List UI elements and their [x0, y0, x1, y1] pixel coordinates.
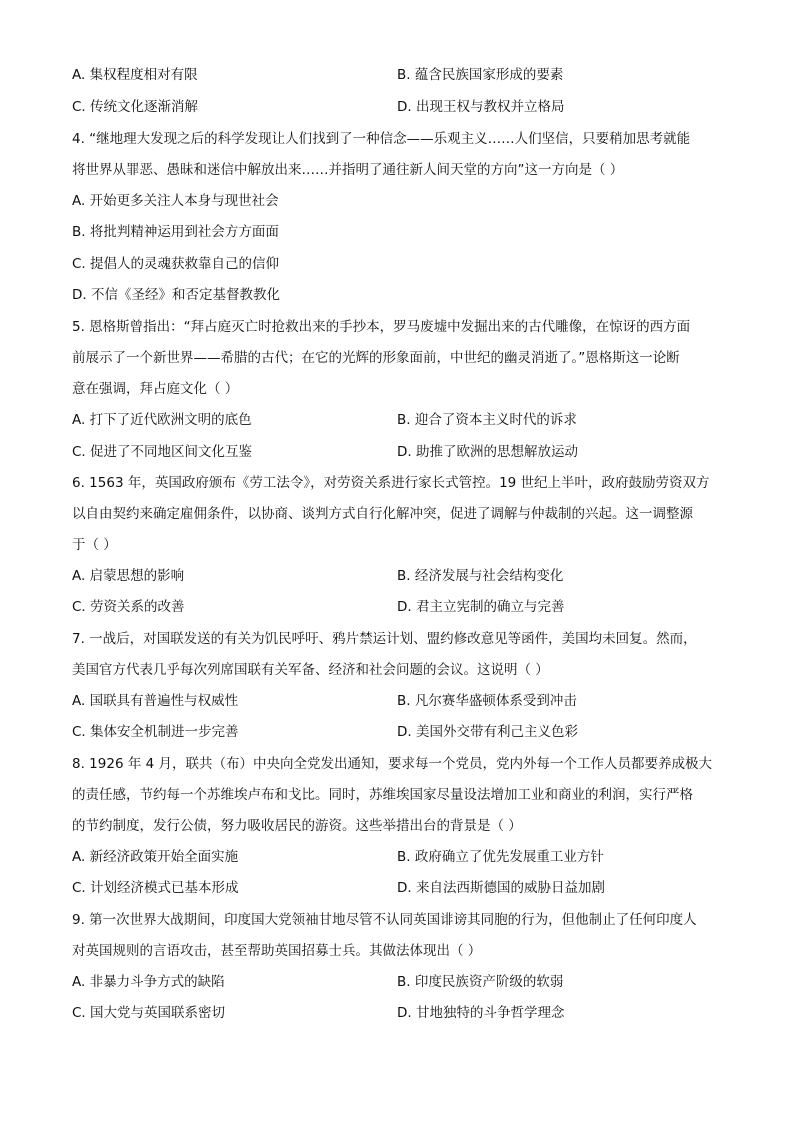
q9-option-d: D. 甘地独特的斗争哲学理念 [397, 1005, 565, 1021]
q4-option-c: C. 提倡人的灵魂获救靠自己的信仰 [72, 256, 280, 272]
q8-option-c: C. 计划经济模式已基本形成 [72, 880, 239, 896]
q9-option-b: B. 印度民族资产阶级的软弱 [397, 974, 564, 990]
q4-option-d: D. 不信《圣经》和否定基督教教化 [72, 287, 280, 303]
q9-stem-line-1: 9. 第一次世界大战期间，印度国大党领袖甘地尽管不认同英国诽谤其同胞的行为，但他制止了任何印度人 [72, 912, 697, 928]
q8-option-b: B. 政府确立了优先发展重工业方针 [397, 849, 604, 865]
q4-option-b: B. 将批判精神运用到社会方方面面 [72, 224, 279, 240]
q3-option-a: A. 集权程度相对有限 [72, 67, 198, 83]
q4-stem-line-1: 4. “继地理大发现之后的科学发现让人们找到了一种信念——乐观主义……人们坚信，只要稍加思考就能 [72, 131, 691, 147]
q9-option-c: C. 国大党与英国联系密切 [72, 1005, 226, 1021]
q7-option-b: B. 凡尔赛华盛顿体系受到冲击 [397, 693, 577, 709]
q6-stem-line-1: 6. 1563 年，英国政府颁布《劳工法令》，对劳资关系进行家长式管控。19 世纪上半叶，政府鼓励劳资双方 [72, 475, 710, 491]
q9-stem-line-2: 对英国规则的言语攻击，甚至帮助英国招募士兵。其做法体现出（ ） [72, 943, 482, 959]
q6-option-b: B. 经济发展与社会结构变化 [397, 568, 564, 584]
q8-option-a: A. 新经济政策开始全面实施 [72, 849, 239, 865]
q8-stem-line-2: 的责任感，节约每一个苏维埃卢布和戈比。同时，苏维埃国家尽量设法增加工业和商业的利润，实行严格 [72, 787, 693, 803]
q5-option-c: C. 促进了不同地区间文化互鉴 [72, 444, 253, 460]
q8-stem-line-3: 的节约制度，发行公债，努力吸收居民的游资。这些举措出台的背景是（ ） [72, 818, 522, 834]
q6-option-a: A. 启蒙思想的影响 [72, 568, 185, 584]
q5-option-b: B. 迎合了资本主义时代的诉求 [397, 412, 577, 428]
q6-option-c: C. 劳资关系的改善 [72, 599, 185, 615]
q5-stem-line-3: 意在强调，拜占庭文化（ ） [72, 381, 239, 397]
q4-stem-line-2: 将世界从罪恶、愚昧和迷信中解放出来……并指明了通往新人间天堂的方向”这一方向是（ ） [72, 162, 624, 178]
q7-option-d: D. 美国外交带有利己主义色彩 [397, 724, 578, 740]
q7-stem-line-1: 7. 一战后，对国联发送的有关为饥民呼吁、鸦片禁运计划、盟约修改意见等函件，美国均未回复。然而， [72, 631, 697, 647]
q5-option-a: A. 打下了近代欧洲文明的底色 [72, 412, 252, 428]
q6-option-d: D. 君主立宪制的确立与完善 [397, 599, 565, 615]
q8-stem-line-1: 8. 1926 年 4 月，联共（布）中央向全党发出通知，要求每一个党员，党内外每一个工作人员都要养成极大 [72, 756, 712, 772]
q3-option-b: B. 蕴含民族国家形成的要素 [397, 67, 564, 83]
q9-option-a: A. 非暴力斗争方式的缺陷 [72, 974, 225, 990]
q3-option-d: D. 出现王权与教权并立格局 [397, 99, 565, 115]
q5-stem-line-1: 5. 恩格斯曾指出：“拜占庭灭亡时抢救出来的手抄本，罗马废墟中发掘出来的古代雕像，在惊讶的西方面 [72, 319, 691, 335]
q6-stem-line-2: 以自由契约来确定雇佣条件，以协商、谈判方式自行化解冲突，促进了调解与仲裁制的兴起。这一调整源 [72, 506, 693, 522]
q7-option-a: A. 国联具有普遍性与权威性 [72, 693, 239, 709]
q3-option-c: C. 传统文化逐渐消解 [72, 99, 199, 115]
q7-option-c: C. 集体安全机制进一步完善 [72, 724, 239, 740]
q8-option-d: D. 来自法西斯德国的威胁日益加剧 [397, 880, 605, 896]
q5-stem-line-2: 前展示了一个新世界——希腊的古代；在它的光辉的形象面前，中世纪的幽灵消逝了。”恩格斯这一论断 [72, 350, 680, 366]
q4-option-a: A. 开始更多关注人本身与现世社会 [72, 193, 279, 209]
q6-stem-line-3: 于（ ） [72, 537, 117, 553]
q7-stem-line-2: 美国官方代表几乎每次列席国联有关军备、经济和社会问题的会议。这说明（ ） [72, 662, 549, 678]
q5-option-d: D. 助推了欧洲的思想解放运动 [397, 444, 578, 460]
